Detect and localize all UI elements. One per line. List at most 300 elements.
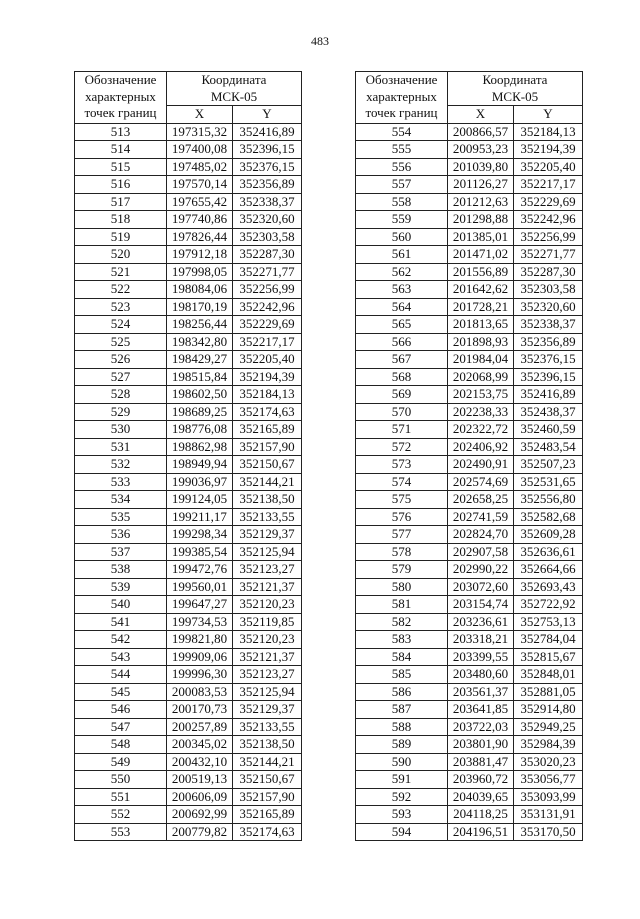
table-row [356,316,583,334]
designation-header [356,72,448,124]
table-row [356,333,583,351]
y-coordinate-cell: 352125,94 [233,683,302,701]
coordinate-header-line2: МСК-05 [210,88,258,104]
y-coordinate-cell: 352914,80 [514,701,583,719]
x-coordinate-cell: 202990,22 [448,561,514,579]
x-column-header: X [167,106,233,124]
x-coordinate-cell: 199734,53 [167,613,233,631]
point-number-cell: 516 [75,176,167,194]
designation-header-line2: характерных [366,88,437,104]
point-number-cell: 560 [356,228,448,246]
table-row [75,351,302,369]
x-coordinate-cell: 203480,60 [448,666,514,684]
y-coordinate-cell: 352531,65 [514,473,583,491]
x-coordinate-cell: 198170,19 [167,298,233,316]
y-coordinate-cell: 352376,15 [233,158,302,176]
x-coordinate-cell: 197570,14 [167,176,233,194]
x-coordinate-cell: 198429,27 [167,351,233,369]
point-number-cell: 536 [75,526,167,544]
y-coordinate-cell: 352194,39 [233,368,302,386]
table-row [356,123,583,141]
table-row [356,438,583,456]
x-coordinate-cell: 203960,72 [448,771,514,789]
point-number-cell: 554 [356,123,448,141]
y-coordinate-cell: 352205,40 [514,158,583,176]
table-row [75,631,302,649]
y-coordinate-cell: 352271,77 [233,263,302,281]
table-row [75,788,302,806]
y-coordinate-cell: 352582,68 [514,508,583,526]
y-coordinate-cell: 352416,89 [233,123,302,141]
x-coordinate-cell: 199909,06 [167,648,233,666]
table-row [356,176,583,194]
coordinate-header-line2: МСК-05 [491,88,539,104]
x-coordinate-cell: 202907,58 [448,543,514,561]
table-row [75,806,302,824]
x-coordinate-cell: 197912,18 [167,246,233,264]
point-number-cell: 528 [75,386,167,404]
y-column-header: Y [233,106,302,124]
point-number-cell: 533 [75,473,167,491]
x-column-header: X [448,106,514,124]
point-number-cell: 580 [356,578,448,596]
y-coordinate-cell: 352125,94 [233,543,302,561]
x-coordinate-cell: 200083,53 [167,683,233,701]
point-number-cell: 587 [356,701,448,719]
point-number-cell: 563 [356,281,448,299]
y-coordinate-cell: 352881,05 [514,683,583,701]
x-coordinate-cell: 204039,65 [448,788,514,806]
table-row [356,543,583,561]
table-row [75,596,302,614]
x-coordinate-cell: 200432,10 [167,753,233,771]
table-row [75,141,302,159]
table-row [356,421,583,439]
y-coordinate-cell: 352784,04 [514,631,583,649]
y-coordinate-cell: 352438,37 [514,403,583,421]
table-row [356,666,583,684]
table-row [356,473,583,491]
table-row [356,631,583,649]
table-row [75,263,302,281]
x-coordinate-cell: 201039,80 [448,158,514,176]
y-coordinate-cell: 352460,59 [514,421,583,439]
point-number-cell: 588 [356,718,448,736]
x-coordinate-cell: 201556,89 [448,263,514,281]
table-row [356,788,583,806]
point-number-cell: 573 [356,456,448,474]
y-coordinate-cell: 352556,80 [514,491,583,509]
designation-header-line2: характерных [85,88,156,104]
table-row [75,613,302,631]
x-coordinate-cell: 200692,99 [167,806,233,824]
table-row [75,193,302,211]
point-number-cell: 567 [356,351,448,369]
point-number-cell: 594 [356,823,448,841]
y-coordinate-cell: 352144,21 [233,753,302,771]
table-row [356,771,583,789]
x-coordinate-cell: 199385,54 [167,543,233,561]
point-number-cell: 582 [356,613,448,631]
x-coordinate-cell: 203399,55 [448,648,514,666]
table-row [356,736,583,754]
x-coordinate-cell: 198256,44 [167,316,233,334]
y-coordinate-cell: 352256,99 [233,281,302,299]
x-coordinate-cell: 199472,76 [167,561,233,579]
point-number-cell: 562 [356,263,448,281]
point-number-cell: 523 [75,298,167,316]
point-number-cell: 570 [356,403,448,421]
y-coordinate-cell: 352507,23 [514,456,583,474]
table-row [356,298,583,316]
x-coordinate-cell: 197998,05 [167,263,233,281]
point-number-cell: 524 [75,316,167,334]
y-coordinate-cell: 352133,55 [233,718,302,736]
point-number-cell: 526 [75,351,167,369]
point-number-cell: 529 [75,403,167,421]
y-coordinate-cell: 352205,40 [233,351,302,369]
y-coordinate-cell: 352120,23 [233,631,302,649]
x-coordinate-cell: 201642,62 [448,281,514,299]
x-coordinate-cell: 201471,02 [448,246,514,264]
point-number-cell: 589 [356,736,448,754]
point-number-cell: 545 [75,683,167,701]
designation-header-line1: Обозначение [84,72,157,87]
x-coordinate-cell: 204118,25 [448,806,514,824]
x-coordinate-cell: 200345,02 [167,736,233,754]
table-row [356,141,583,159]
y-coordinate-cell: 352121,37 [233,648,302,666]
x-coordinate-cell: 198515,84 [167,368,233,386]
point-number-cell: 521 [75,263,167,281]
x-coordinate-cell: 201898,93 [448,333,514,351]
y-coordinate-cell: 352320,60 [233,211,302,229]
table-row [75,386,302,404]
y-coordinate-cell: 352287,30 [514,263,583,281]
x-coordinate-cell: 199298,34 [167,526,233,544]
table-row [75,281,302,299]
point-number-cell: 540 [75,596,167,614]
point-number-cell: 520 [75,246,167,264]
point-number-cell: 565 [356,316,448,334]
y-coordinate-cell: 352120,23 [233,596,302,614]
point-number-cell: 519 [75,228,167,246]
x-coordinate-cell: 200866,57 [448,123,514,141]
y-coordinate-cell: 352303,58 [233,228,302,246]
y-coordinate-cell: 352848,01 [514,666,583,684]
table-row [356,806,583,824]
y-coordinate-cell: 352664,66 [514,561,583,579]
point-number-cell: 542 [75,631,167,649]
point-number-cell: 535 [75,508,167,526]
coordinate-header-line1: Координата [482,72,548,87]
point-number-cell: 579 [356,561,448,579]
point-number-cell: 541 [75,613,167,631]
point-number-cell: 546 [75,701,167,719]
table-row [356,263,583,281]
x-coordinate-cell: 201126,27 [448,176,514,194]
point-number-cell: 586 [356,683,448,701]
y-coordinate-cell: 352376,15 [514,351,583,369]
x-coordinate-cell: 197740,86 [167,211,233,229]
point-number-cell: 584 [356,648,448,666]
y-coordinate-cell: 353170,50 [514,823,583,841]
y-coordinate-cell: 352320,60 [514,298,583,316]
x-coordinate-cell: 203072,60 [448,578,514,596]
y-coordinate-cell: 352815,67 [514,648,583,666]
y-coordinate-cell: 352174,63 [233,823,302,841]
table-row [75,648,302,666]
x-coordinate-cell: 199560,01 [167,578,233,596]
table-row [356,246,583,264]
x-coordinate-cell: 203154,74 [448,596,514,614]
x-coordinate-cell: 203561,37 [448,683,514,701]
y-coordinate-cell: 352129,37 [233,526,302,544]
table-row [356,228,583,246]
x-coordinate-cell: 200519,13 [167,771,233,789]
point-number-cell: 513 [75,123,167,141]
table-row [356,403,583,421]
x-coordinate-cell: 200170,73 [167,701,233,719]
y-coordinate-cell: 352396,15 [233,141,302,159]
x-coordinate-cell: 202068,99 [448,368,514,386]
table-row [75,683,302,701]
y-coordinate-cell: 352753,13 [514,613,583,631]
x-coordinate-cell: 201385,01 [448,228,514,246]
coordinate-header-line1: Координата [201,72,267,87]
y-coordinate-cell: 352636,61 [514,543,583,561]
table-row [75,333,302,351]
y-coordinate-cell: 352242,96 [233,298,302,316]
designation-header-line3: точек границ [365,105,438,120]
x-coordinate-cell: 197400,08 [167,141,233,159]
point-number-cell: 555 [356,141,448,159]
x-coordinate-cell: 202153,75 [448,386,514,404]
y-coordinate-cell: 353131,91 [514,806,583,824]
x-coordinate-cell: 200606,09 [167,788,233,806]
point-number-cell: 575 [356,491,448,509]
x-coordinate-cell: 199036,97 [167,473,233,491]
table-row [356,561,583,579]
coordinates-table-left [74,71,302,841]
y-coordinate-cell: 352483,54 [514,438,583,456]
table-row [356,158,583,176]
x-coordinate-cell: 202574,69 [448,473,514,491]
table-row [356,386,583,404]
point-number-cell: 572 [356,438,448,456]
point-number-cell: 544 [75,666,167,684]
table-row [356,491,583,509]
point-number-cell: 550 [75,771,167,789]
y-coordinate-cell: 352338,37 [233,193,302,211]
point-number-cell: 585 [356,666,448,684]
point-number-cell: 561 [356,246,448,264]
point-number-cell: 534 [75,491,167,509]
point-number-cell: 515 [75,158,167,176]
y-coordinate-cell: 352256,99 [514,228,583,246]
x-coordinate-cell: 198602,50 [167,386,233,404]
y-coordinate-cell: 352194,39 [514,141,583,159]
point-number-cell: 549 [75,753,167,771]
x-coordinate-cell: 203318,21 [448,631,514,649]
table-row [356,701,583,719]
table-row [356,526,583,544]
table-row [75,823,302,841]
y-coordinate-cell: 352416,89 [514,386,583,404]
point-number-cell: 527 [75,368,167,386]
x-coordinate-cell: 197655,42 [167,193,233,211]
point-number-cell: 514 [75,141,167,159]
point-number-cell: 591 [356,771,448,789]
point-number-cell: 577 [356,526,448,544]
x-coordinate-cell: 200257,89 [167,718,233,736]
table-row [75,491,302,509]
table-row [356,753,583,771]
point-number-cell: 558 [356,193,448,211]
table-row [356,211,583,229]
y-coordinate-cell: 352229,69 [233,316,302,334]
x-coordinate-cell: 201298,88 [448,211,514,229]
y-coordinate-cell: 353093,99 [514,788,583,806]
y-coordinate-cell: 352338,37 [514,316,583,334]
table-row [75,508,302,526]
table-row [75,368,302,386]
table-row [75,736,302,754]
table-row [75,403,302,421]
designation-header-line1: Обозначение [365,72,438,87]
x-coordinate-cell: 198776,08 [167,421,233,439]
y-coordinate-cell: 352144,21 [233,473,302,491]
x-coordinate-cell: 203641,85 [448,701,514,719]
table-row [356,368,583,386]
x-coordinate-cell: 202238,33 [448,403,514,421]
y-coordinate-cell: 352229,69 [514,193,583,211]
table-row [356,683,583,701]
y-coordinate-cell: 352150,67 [233,456,302,474]
table-row [75,526,302,544]
x-coordinate-cell: 201813,65 [448,316,514,334]
x-coordinate-cell: 203722,03 [448,718,514,736]
table-row [356,613,583,631]
y-coordinate-cell: 352287,30 [233,246,302,264]
x-coordinate-cell: 203881,47 [448,753,514,771]
y-coordinate-cell: 352138,50 [233,736,302,754]
y-coordinate-cell: 352242,96 [514,211,583,229]
y-coordinate-cell: 352609,28 [514,526,583,544]
y-coordinate-cell: 352123,27 [233,561,302,579]
point-number-cell: 568 [356,368,448,386]
point-number-cell: 532 [75,456,167,474]
x-coordinate-cell: 201728,21 [448,298,514,316]
x-coordinate-cell: 197826,44 [167,228,233,246]
table-row [75,211,302,229]
table-row [75,176,302,194]
point-number-cell: 538 [75,561,167,579]
designation-header [75,72,167,124]
y-coordinate-cell: 352184,13 [514,123,583,141]
point-number-cell: 525 [75,333,167,351]
table-row [75,298,302,316]
y-coordinate-cell: 352217,17 [514,176,583,194]
table-row [356,596,583,614]
y-coordinate-cell: 352165,89 [233,421,302,439]
point-number-cell: 578 [356,543,448,561]
table-row [75,316,302,334]
table-row [75,421,302,439]
table-row [75,543,302,561]
y-coordinate-cell: 353020,23 [514,753,583,771]
y-coordinate-cell: 352133,55 [233,508,302,526]
point-number-cell: 543 [75,648,167,666]
x-coordinate-cell: 202824,70 [448,526,514,544]
point-number-cell: 557 [356,176,448,194]
y-coordinate-cell: 352303,58 [514,281,583,299]
y-coordinate-cell: 352150,67 [233,771,302,789]
table-row [75,561,302,579]
x-coordinate-cell: 202658,25 [448,491,514,509]
x-coordinate-cell: 199124,05 [167,491,233,509]
y-coordinate-cell: 352157,90 [233,788,302,806]
point-number-cell: 522 [75,281,167,299]
point-number-cell: 531 [75,438,167,456]
y-coordinate-cell: 352165,89 [233,806,302,824]
table-row [356,823,583,841]
y-coordinate-cell: 352138,50 [233,491,302,509]
table-row [356,456,583,474]
point-number-cell: 564 [356,298,448,316]
x-coordinate-cell: 197485,02 [167,158,233,176]
point-number-cell: 574 [356,473,448,491]
point-number-cell: 566 [356,333,448,351]
table-row [75,718,302,736]
y-coordinate-cell: 352356,89 [233,176,302,194]
point-number-cell: 552 [75,806,167,824]
point-number-cell: 548 [75,736,167,754]
y-column-header: Y [514,106,583,124]
x-coordinate-cell: 202322,72 [448,421,514,439]
coordinate-header [167,72,302,106]
y-coordinate-cell: 352356,89 [514,333,583,351]
x-coordinate-cell: 203236,61 [448,613,514,631]
table-row [356,648,583,666]
page-number: 483 [311,34,329,48]
x-coordinate-cell: 199996,30 [167,666,233,684]
x-coordinate-cell: 201984,04 [448,351,514,369]
table-row [75,701,302,719]
x-coordinate-cell: 198862,98 [167,438,233,456]
point-number-cell: 559 [356,211,448,229]
table-row [356,718,583,736]
x-coordinate-cell: 198342,80 [167,333,233,351]
coordinate-header [448,72,583,106]
table-row [356,281,583,299]
x-coordinate-cell: 199647,27 [167,596,233,614]
table-row [75,246,302,264]
table-row [75,578,302,596]
y-coordinate-cell: 352396,15 [514,368,583,386]
x-coordinate-cell: 200953,23 [448,141,514,159]
table-row [75,456,302,474]
table-row [356,578,583,596]
table-row [75,158,302,176]
x-coordinate-cell: 202741,59 [448,508,514,526]
table-row [356,508,583,526]
table-row [75,123,302,141]
x-coordinate-cell: 200779,82 [167,823,233,841]
x-coordinate-cell: 198084,06 [167,281,233,299]
y-coordinate-cell: 352984,39 [514,736,583,754]
point-number-cell: 547 [75,718,167,736]
